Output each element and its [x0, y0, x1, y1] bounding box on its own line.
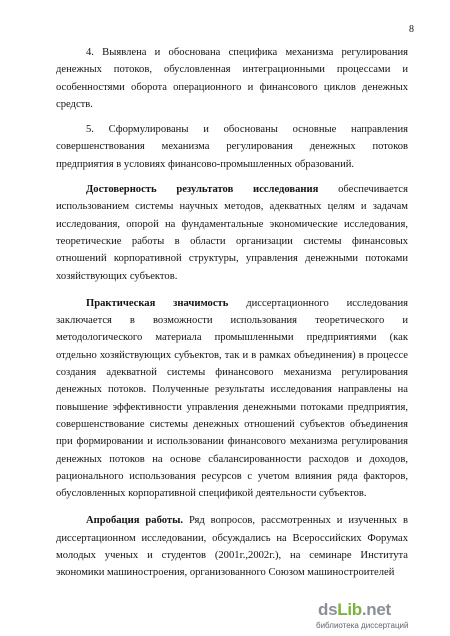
page-number: 8 — [409, 24, 414, 35]
paragraph-text: 4. Выявлена и обоснована специфика механизма регулирования денежных потоков, обусловленная интеграционными процессами и особенностями оборота операционного и финансового циклов денежных средств. — [56, 47, 408, 110]
paragraph-heading: Практическая значимость — [86, 297, 229, 309]
dslib-logo: dsLib.net — [318, 600, 391, 619]
paragraph-heading: Достоверность результатов исследования — [86, 184, 319, 196]
paragraph-approbation — [56, 512, 408, 581]
list-item-5 — [56, 121, 408, 173]
paragraph-reliability — [56, 181, 408, 285]
paragraph-heading: Апробация работы. — [86, 515, 184, 527]
paragraph-practical-significance — [56, 295, 408, 503]
dslib-watermark — [312, 600, 440, 630]
paragraph-text: диссертационного исследования заключается в возможности использования теоретического и методологического материала промышленными предприятиями (как отдельно хозяйствующих субъектов, так и в рамках объединения) в процессе создания адекватной системы финансового механизма регулирования денежных потоков. Полученные результаты исследования направлены на повышение эффективности управления денежными потоками предприятия, совершенствование системы денежных отношений субъектов объединения при формировании и использовании финансового механизма регулирования денежных потоков на основе сбалансированности расходов и доходов, рационального использования ресурсов с учетом влияния ряда факторов, обусловленных корпоративной спецификой деятельности субъектов. — [56, 297, 408, 500]
document-body — [56, 44, 408, 582]
paragraph-text: 5. Сформулированы и обоснованы основные направления совершенствования механизма регулирования денежных потоков предприятия в условиях финансово-промышленных образований. — [56, 124, 408, 170]
watermark-tagline: библиотека диссертаций — [316, 621, 409, 630]
paragraph-text: Ряд вопросов, рассмотренных и изученных в диссертационном исследовании, обсуждались на Всероссийских Форумах молодых ученых и студентов (2001г.,2002г.), на семинаре Института экономики машиностроения, организованного Союзом машиностроителей — [56, 515, 408, 579]
paragraph-text: обеспечивается использованием системы научных методов, адекватных целям и задачам исследования, опорой на фундаментальные экономические исследования, теоретические работы в области организации системы финансовых отношений корпоративной структуры, управления денежными потоками хозяйствующих субъектов. — [56, 184, 408, 282]
list-item-4 — [56, 44, 408, 113]
